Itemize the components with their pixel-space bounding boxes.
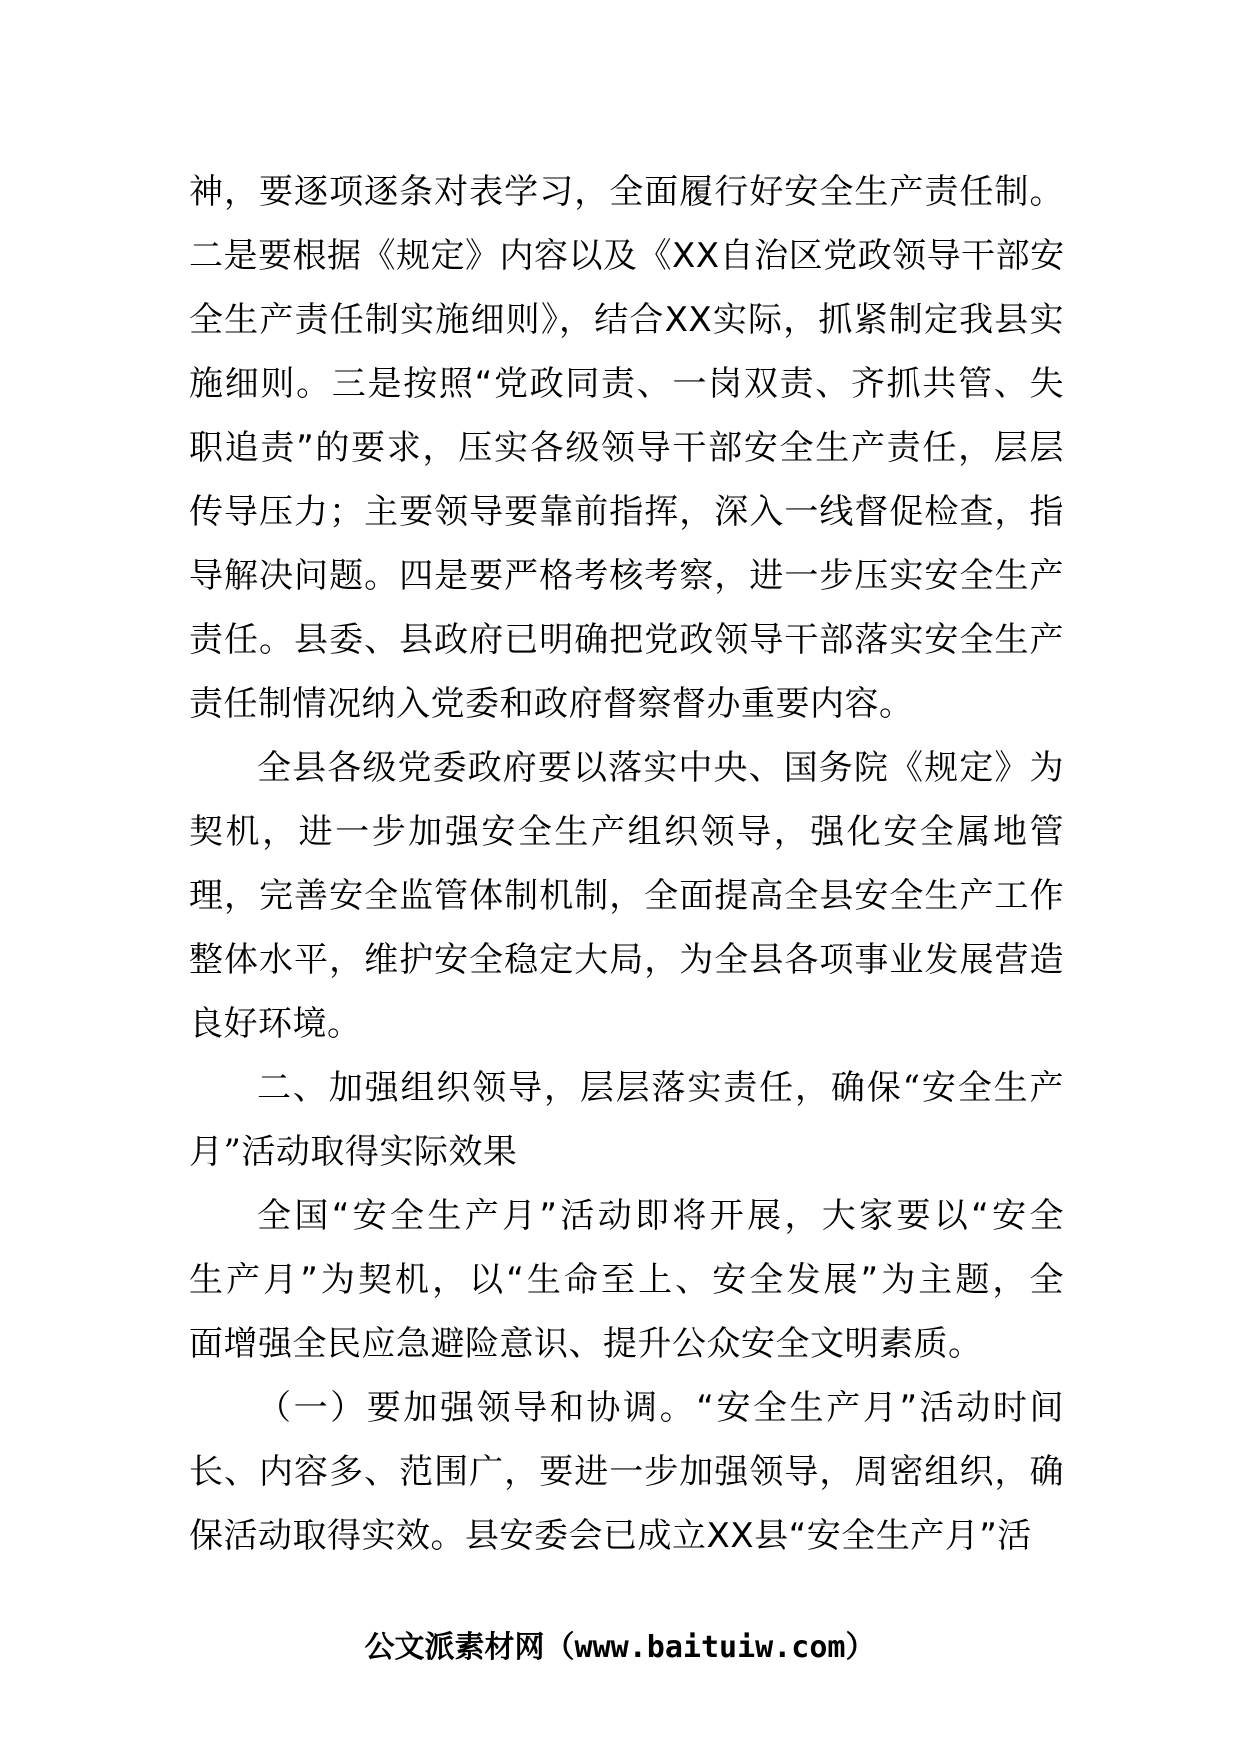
text-line: 契机，进一步加强安全生产组织领导，强化安全属地管 <box>189 812 1064 852</box>
watermark-footer <box>0 1622 1240 1666</box>
text-line: 施细则。三是按照“党政同责、一岗双责、齐抓共管、失 <box>189 364 1064 404</box>
text-line: 二、加强组织领导，层层落实责任，确保“安全生产 <box>257 1068 1064 1108</box>
text-line: 责任。县委、县政府已明确把党政领导干部落实安全生产 <box>189 620 1064 660</box>
paragraph <box>189 160 1064 736</box>
section-heading <box>189 1056 1064 1184</box>
text-line: 传导压力；主要领导要靠前指挥，深入一线督促检查，指 <box>189 492 1064 532</box>
text-line: 全县各级党委政府要以落实中央、国务院《规定》为 <box>257 748 1064 788</box>
document-body <box>189 160 1064 1568</box>
text-line: 职追责”的要求，压实各级领导干部安全生产责任，层层 <box>189 428 1064 468</box>
text-line: 月”活动取得实际效果 <box>189 1132 518 1172</box>
paragraph <box>189 1184 1064 1376</box>
footer-url: （www.baituiw.com） <box>544 1630 876 1665</box>
text-line: 面增强全民应急避险意识、提升公众安全文明素质。 <box>189 1324 983 1364</box>
paragraph <box>189 736 1064 1056</box>
text-line: 良好环境。 <box>189 1004 362 1044</box>
text-line: 理，完善安全监管体制机制，全面提高全县安全生产工作 <box>189 876 1064 916</box>
text-line: 神，要逐项逐条对表学习，全面履行好安全生产责任制。 <box>189 172 1064 212</box>
text-line: 生产月”为契机，以“生命至上、安全发展”为主题，全 <box>189 1260 1064 1300</box>
text-line: 二是要根据《规定》内容以及《XX自治区党政领导干部安 <box>189 236 1065 276</box>
text-line: 保活动取得实效。县安委会已成立XX县“安全生产月”活 <box>189 1516 1032 1556</box>
text-line: 全生产责任制实施细则》，结合XX实际，抓紧制定我县实 <box>189 300 1064 340</box>
text-line: 责任制情况纳入党委和政府督察督办重要内容。 <box>189 684 914 724</box>
text-line: 整体水平，维护安全稳定大局，为全县各项事业发展营造 <box>189 940 1064 980</box>
paragraph <box>189 1376 1064 1568</box>
text-line: （一）要加强领导和协调。“安全生产月”活动时间 <box>257 1388 1064 1428</box>
text-line: 导解决问题。四是要严格考核考察，进一步压实安全生产 <box>189 556 1064 596</box>
footer-site-name: 公文派素材网 <box>364 1630 545 1665</box>
text-line: 长、内容多、范围广，要进一步加强领导，周密组织，确 <box>189 1452 1064 1492</box>
text-line: 全国“安全生产月”活动即将开展，大家要以“安全 <box>257 1196 1064 1236</box>
